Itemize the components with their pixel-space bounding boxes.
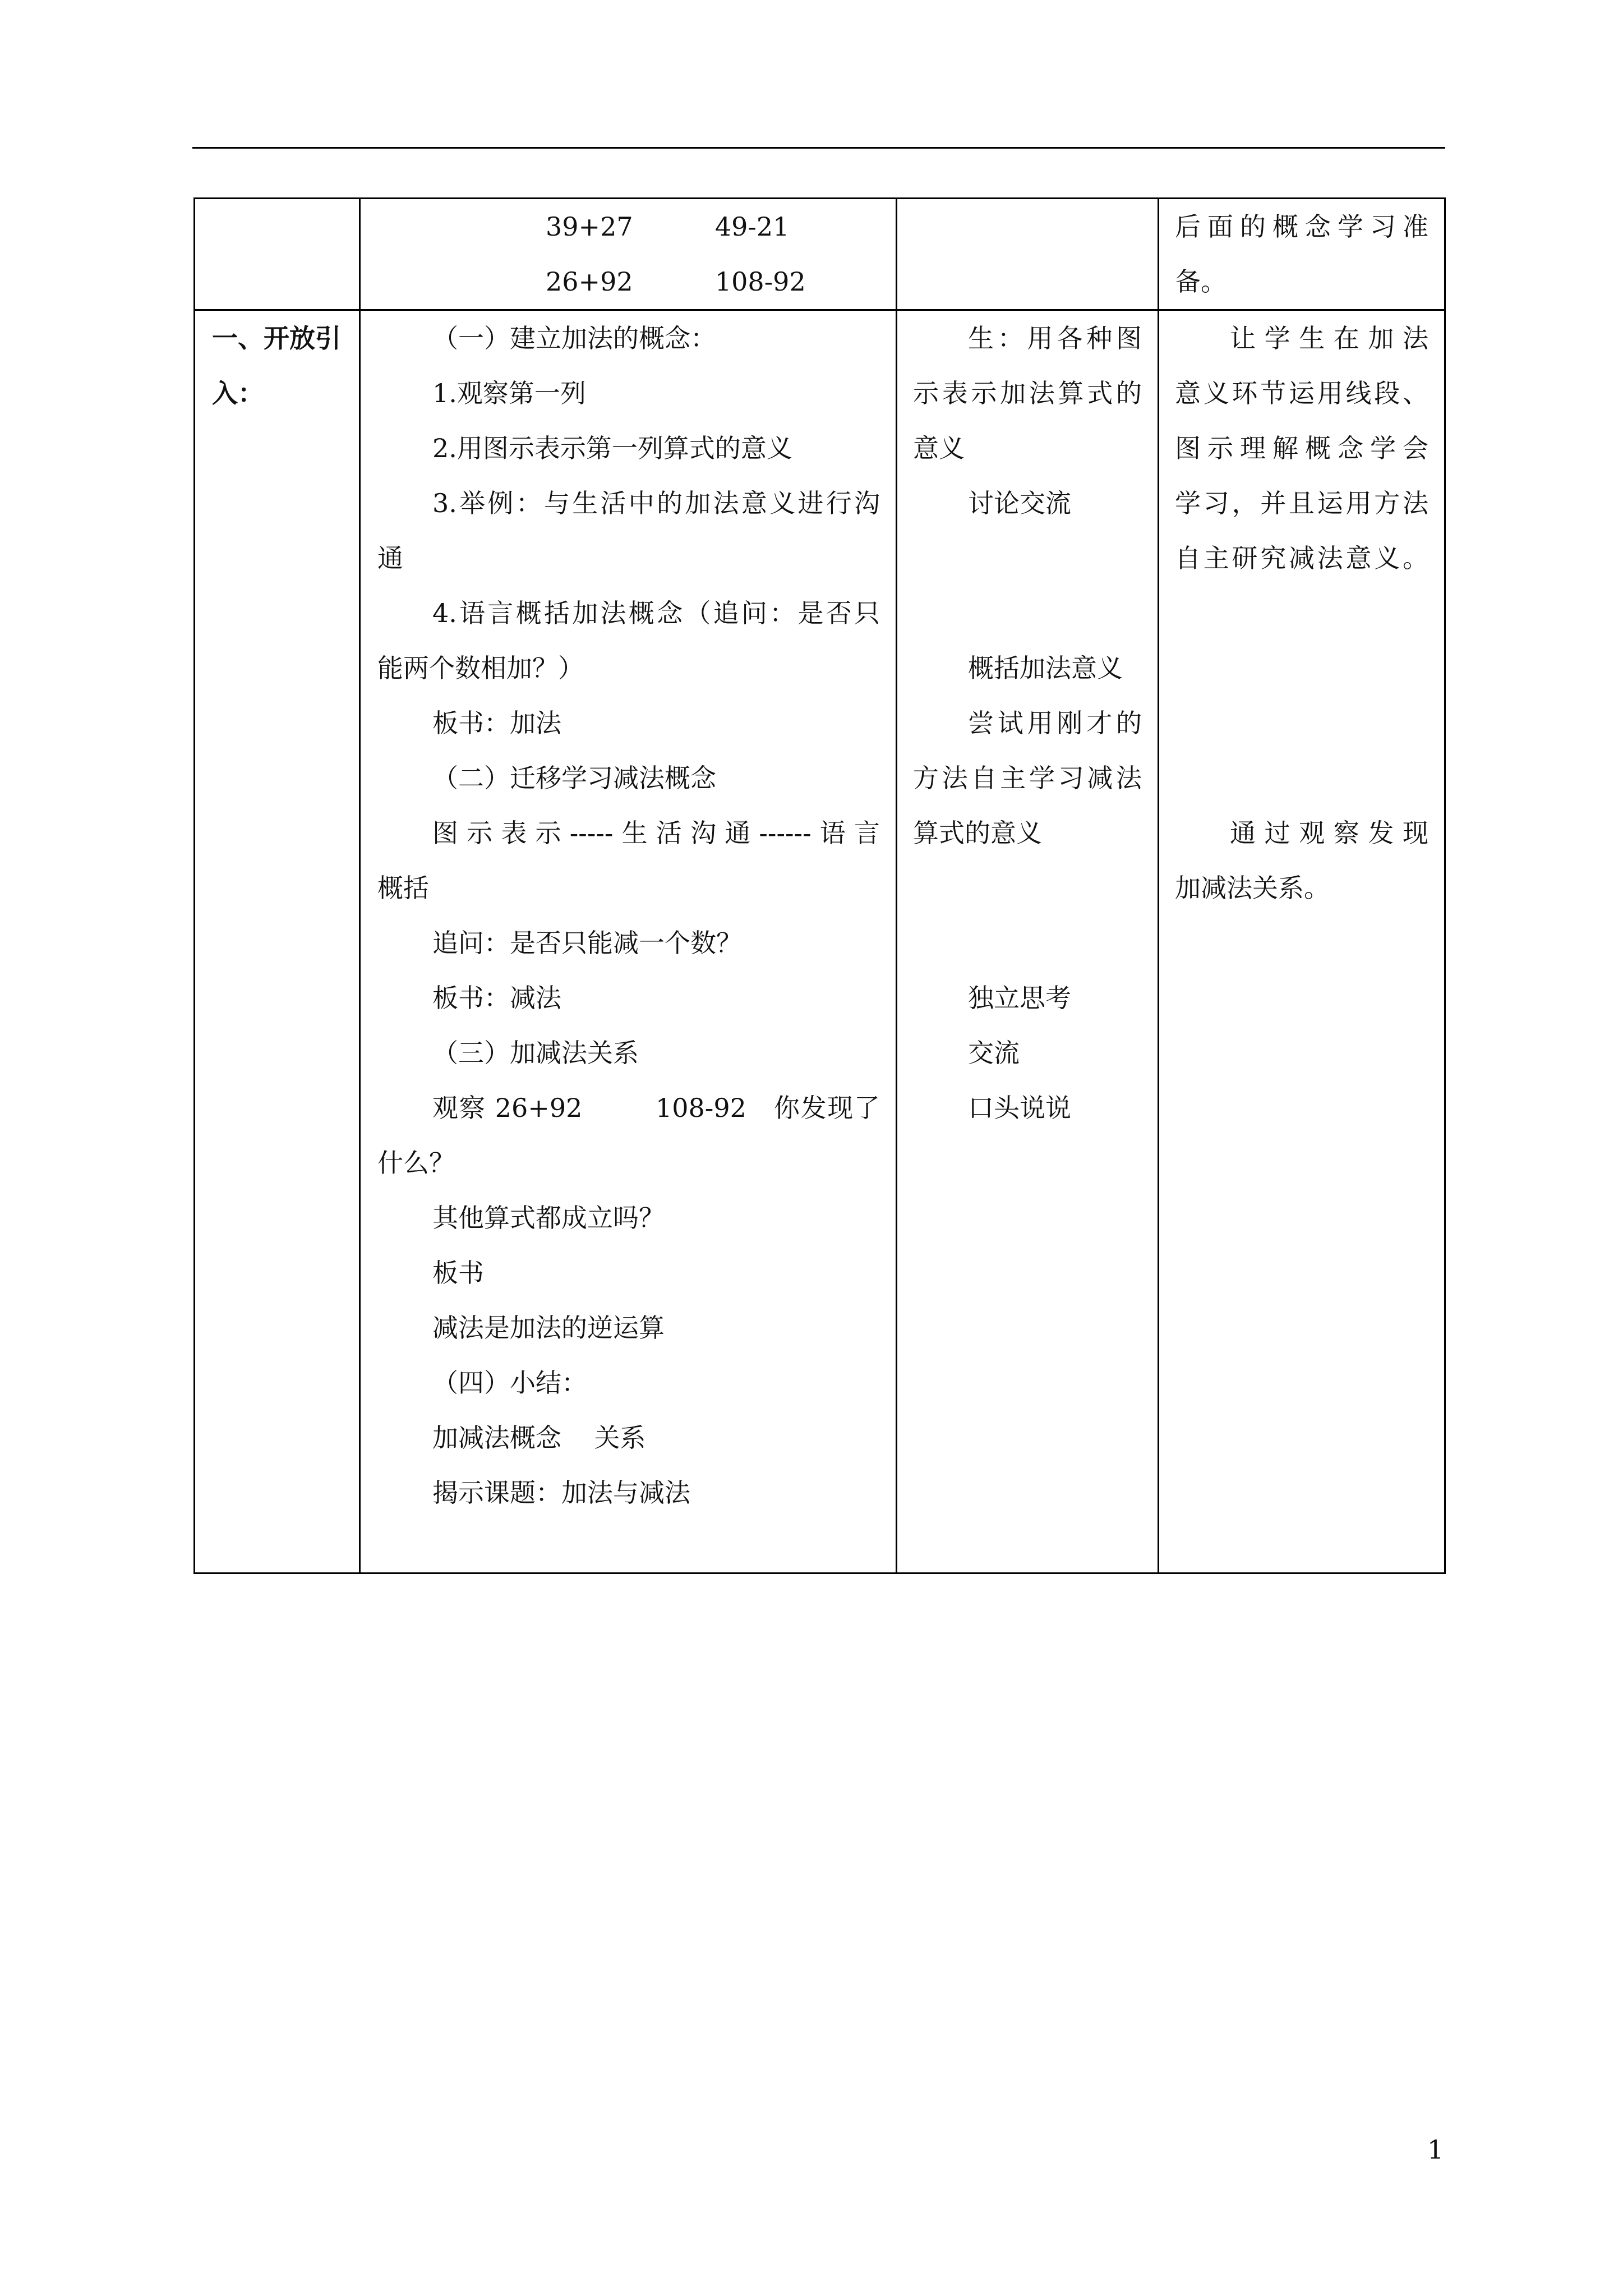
stage-title: 一、开放引 [212,323,341,353]
text-line: 后面的概念学习准 [1175,211,1428,242]
page-number: 1 [1427,2134,1444,2165]
text-line: 口头说说 [968,1093,1071,1123]
text-line: 揭示课题：加法与减法 [432,1478,690,1508]
text-line: 3.举例：与生活中的加法意义进行沟 [432,488,880,518]
text-line: 板书：加法 [432,708,561,738]
teacher-activity-cell [360,199,897,310]
text-line: 追问：是否只能减一个数？ [432,928,742,958]
text-line: 1.观察第一列 [432,378,586,408]
text-line: 让学生在加法 [1230,323,1428,353]
text-line: 自主研究减法意义。 [1175,543,1428,573]
text-line: 减法是加法的逆运算 [432,1313,665,1343]
text-line: 板书 [432,1258,484,1288]
text-line: （三）加减法关系 [432,1038,639,1068]
text-line: 观察 26+92 108-92 你发现了 [432,1093,880,1123]
text-line: 板书：减法 [432,983,561,1013]
header-rule [192,147,1445,149]
text-line: 算式的意义 [913,818,1042,848]
text-line: 2.用图示表示第一列算式的意义 [432,433,792,463]
text-line: 其他算式都成立吗？ [432,1203,665,1233]
equation-line: 39+27 49-21 [546,211,790,242]
text-line: 意义环节运用线段、 [1175,378,1428,408]
text-line: 概括加法意义 [968,653,1123,683]
text-line: 什么？ [377,1148,455,1178]
stage-cell [195,310,360,1573]
text-line: 加减法关系。 [1175,873,1330,903]
text-line: 示表示加法算式的 [913,378,1142,408]
text-line: 独立思考 [968,983,1071,1013]
text-line: 讨论交流 [968,488,1071,518]
text-line: 能两个数相加？） [377,653,584,683]
text-line: 4.语言概括加法概念（追问：是否只 [432,598,880,628]
teacher-activity-cell [360,310,897,1573]
lesson-plan-table [193,197,1446,1574]
table-row [195,199,1445,310]
text-line: 加减法概念 关系 [432,1423,646,1453]
text-line: 通 [377,543,403,573]
text-line: 概括 [377,873,429,903]
text-line: （二）迁移学习减法概念 [432,763,716,793]
equation-line: 26+92 108-92 [546,266,806,297]
text-line: 备。 [1175,266,1227,297]
text-line: 学习，并且运用方法 [1175,488,1428,518]
text-line: （一）建立加法的概念： [432,323,716,353]
text-line: 方法自主学习减法 [913,763,1142,793]
text-line: 图示表示-----生活沟通------语言 [432,818,880,848]
text-line: 意义 [913,433,965,463]
design-intent-cell [1159,199,1445,310]
student-activity-cell [897,310,1159,1573]
text-line: 交流 [968,1038,1020,1068]
text-line: 尝试用刚才的 [968,708,1142,738]
text-line: 通过观察发现 [1230,818,1428,848]
design-intent-cell [1159,310,1445,1573]
text-line: （四）小结： [432,1368,587,1398]
text-line: 图示理解概念学会 [1175,433,1428,463]
stage-title: 入： [212,378,264,408]
student-activity-cell [897,199,1159,310]
text-line: 生：用各种图 [968,323,1142,353]
table-row [195,310,1445,1573]
stage-cell [195,199,360,310]
